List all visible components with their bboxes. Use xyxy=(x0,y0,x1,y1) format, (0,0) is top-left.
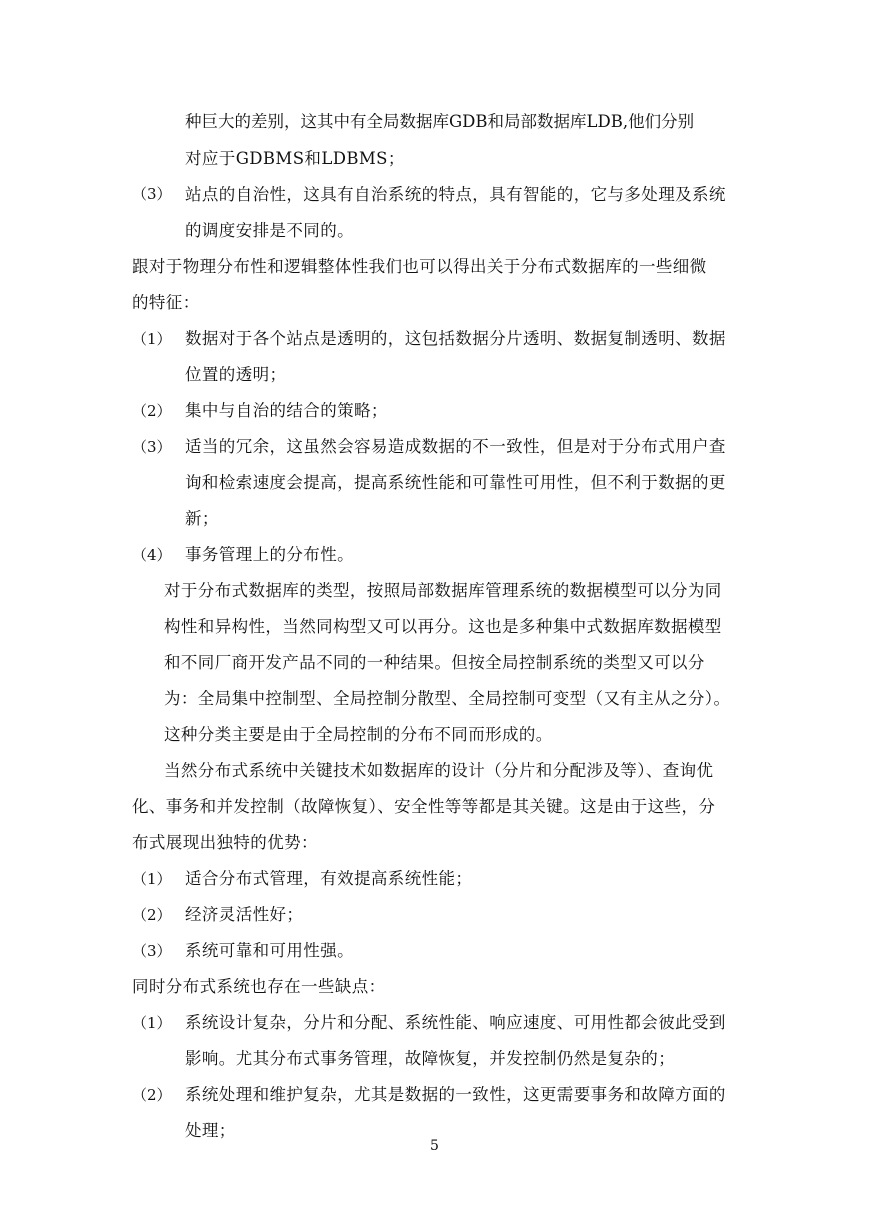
list-marker: （4） xyxy=(132,546,172,564)
text-line: 数据对于各个站点是透明的，这包括数据分片透明、数据复制透明、数据 xyxy=(185,329,726,348)
text-line: 处理； xyxy=(185,1121,236,1140)
text-line: 适当的冗余，这虽然会容易造成数据的不一致性，但是对于分布式用户查 xyxy=(185,437,726,456)
text-line: 构性和异构性，当然同构型又可以再分。这也是多种集中式数据库数据模型 xyxy=(164,617,722,636)
text-line xyxy=(185,112,744,132)
list-marker: （3） xyxy=(132,438,172,456)
text-line: 集中与自治的结合的策略； xyxy=(185,401,388,420)
text-line: 种巨大的差别，这其中有全局数据库GDB和局部数据库LDB,他们分别 xyxy=(185,112,695,131)
text-line: 的特征： xyxy=(132,293,200,312)
text-line: 经济灵活性好； xyxy=(185,905,304,924)
text-line: 位置的透明； xyxy=(185,365,287,384)
list-marker: （3） xyxy=(132,942,172,960)
text-line: 对于分布式数据库的类型，按照局部数据库管理系统的数据模型可以分为同 xyxy=(164,581,722,600)
text-line: 系统可靠和可用性强。 xyxy=(185,941,354,960)
list-marker: （3） xyxy=(132,185,172,203)
text-line: 事务管理上的分布性。 xyxy=(185,545,354,564)
text-line: 询和检索速度会提高，提高系统性能和可靠性可用性，但不利于数据的更 xyxy=(185,473,726,492)
text-line: 为：全局集中控制型、全局控制分散型、全局控制可变型（又有主从之分）。 xyxy=(164,689,731,708)
text-line: 的调度安排是不同的。 xyxy=(185,221,354,240)
list-marker: （1） xyxy=(132,1014,172,1032)
text-line: 布式展现出独特的优势： xyxy=(132,833,318,852)
text-line: 跟对于物理分布性和逻辑整体性我们也可以得出关于分布式数据库的一些细微 xyxy=(132,257,707,276)
list-marker: （2） xyxy=(132,906,172,924)
list-marker: （1） xyxy=(132,330,172,348)
text-line: 站点的自治性，这具有自治系统的特点，具有智能的，它与多处理及系统 xyxy=(185,185,726,204)
text-line: 适合分布式管理，有效提高系统性能； xyxy=(185,869,473,888)
text-line: 这种分类主要是由于全局控制的分布不同而形成的。 xyxy=(164,725,553,744)
text-line: 同时分布式系统也存在一些缺点： xyxy=(132,977,386,996)
page-number: 5 xyxy=(430,1138,439,1154)
list-marker: （2） xyxy=(132,402,172,420)
text-line: 系统设计复杂，分片和分配、系统性能、响应速度、可用性都会彼此受到 xyxy=(185,1013,726,1032)
text-line: 当然分布式系统中关键技术如数据库的设计（分片和分配涉及等）、查询优 xyxy=(164,761,714,780)
text-line: 影响。尤其分布式事务管理，故障恢复，并发控制仍然是复杂的； xyxy=(185,1049,676,1068)
text-line: 新； xyxy=(185,509,219,528)
list-marker: （2） xyxy=(132,1086,172,1104)
text-line: 和不同厂商开发产品不同的一种结果。但按全局控制系统的类型又可以分 xyxy=(164,653,705,672)
text-line: 系统处理和维护复杂，尤其是数据的一致性，这更需要事务和故障方面的 xyxy=(185,1085,726,1104)
list-marker: （1） xyxy=(132,870,172,888)
text-line: 化、事务和并发控制（故障恢复）、安全性等等都是其关键。这是由于这些，分 xyxy=(132,797,716,816)
text-line: 对应于GDBMS和LDBMS； xyxy=(185,149,405,168)
